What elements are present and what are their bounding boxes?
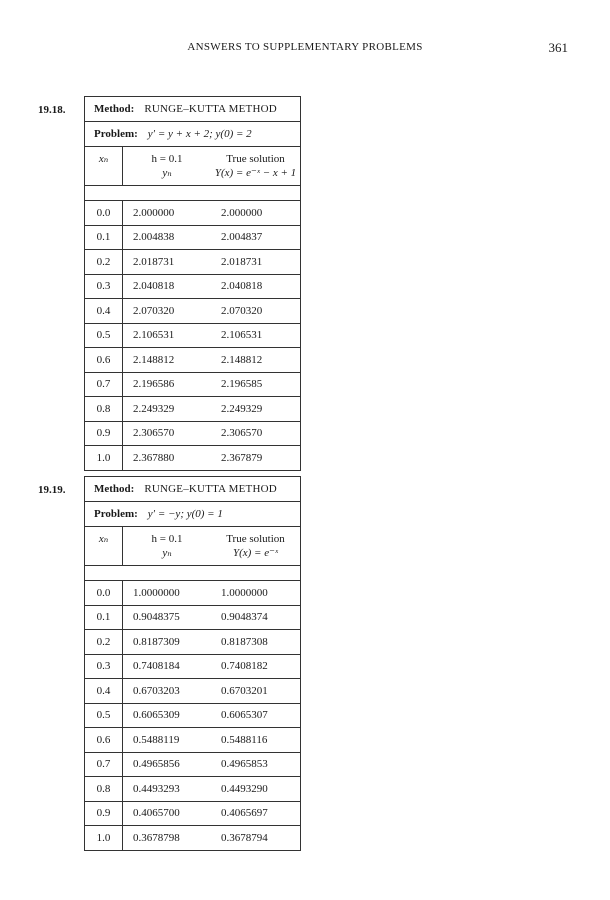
y-approx-value: 0.4965856 — [133, 758, 180, 771]
y-approx-value: 2.106531 — [133, 329, 175, 342]
true-value: 2.249329 — [221, 402, 263, 415]
x-value: 0.8 — [85, 397, 123, 421]
table-row — [85, 422, 300, 447]
true-value: 0.4065697 — [221, 807, 268, 820]
y-approx-value: 2.000000 — [133, 206, 175, 219]
spacer-row — [85, 186, 300, 201]
y-approx-value: 0.3678798 — [133, 831, 180, 844]
y-approx-value: 0.4065700 — [133, 807, 180, 820]
x-value: 0.1 — [85, 226, 123, 250]
table-row — [85, 826, 300, 850]
table-row — [85, 299, 300, 324]
y-approx-value: 0.6065309 — [133, 709, 180, 722]
x-value: 0.3 — [85, 275, 123, 299]
page-header — [0, 41, 610, 57]
table-row — [85, 275, 300, 300]
true-value: 2.070320 — [221, 304, 263, 317]
y-approx-value: 2.367880 — [133, 451, 175, 464]
y-approx-value: 0.9048375 — [133, 611, 180, 624]
true-value: 2.004837 — [221, 231, 263, 244]
problem-label: Problem: — [94, 128, 138, 140]
table-row — [85, 630, 300, 655]
table-row — [85, 226, 300, 251]
table-row — [85, 250, 300, 275]
true-value: 0.8187308 — [221, 635, 268, 648]
problem-row — [85, 122, 300, 147]
method-label: Method: — [94, 483, 135, 495]
true-value: 2.018731 — [221, 255, 263, 268]
table-row — [85, 802, 300, 827]
results-table — [84, 96, 301, 471]
problem-number: 19.18. — [38, 104, 66, 116]
problem-label: Problem: — [94, 508, 138, 520]
problem-equation: y′ = −y; y(0) = 1 — [147, 508, 223, 520]
true-value: 2.148812 — [221, 353, 263, 366]
true-value: 0.5488116 — [221, 733, 268, 746]
x-value: 1.0 — [85, 826, 123, 850]
col-h-header — [123, 147, 211, 185]
table-row — [85, 373, 300, 398]
x-value: 0.8 — [85, 777, 123, 801]
true-value: 2.106531 — [221, 329, 263, 342]
true-solution-label: True solution — [226, 533, 285, 545]
y-approx-value: 2.004838 — [133, 231, 175, 244]
col-true-header — [211, 527, 300, 565]
x-value: 0.0 — [85, 581, 123, 605]
table-body — [85, 581, 300, 850]
true-value: 0.3678794 — [221, 831, 268, 844]
x-value: 0.1 — [85, 606, 123, 630]
y-approx-value: 0.8187309 — [133, 635, 180, 648]
x-value: 0.4 — [85, 679, 123, 703]
x-value: 0.4 — [85, 299, 123, 323]
col-true-header — [211, 147, 300, 185]
true-value: 2.000000 — [221, 206, 263, 219]
y-approx-value: 2.040818 — [133, 280, 175, 293]
table-row — [85, 679, 300, 704]
table-row — [85, 201, 300, 226]
x-value: 0.9 — [85, 422, 123, 446]
true-value: 0.4965853 — [221, 758, 268, 771]
table-row — [85, 753, 300, 778]
true-solution-label: True solution — [226, 153, 285, 165]
table-row — [85, 777, 300, 802]
method-name: RUNGE–KUTTA METHOD — [144, 483, 277, 495]
table-row — [85, 446, 300, 470]
column-header-row — [85, 527, 300, 566]
x-value: 0.7 — [85, 373, 123, 397]
x-value: 0.7 — [85, 753, 123, 777]
table-row — [85, 324, 300, 349]
x-value: 0.6 — [85, 728, 123, 752]
x-value: 0.2 — [85, 630, 123, 654]
y-approx-value: 2.070320 — [133, 304, 175, 317]
true-value: 0.9048374 — [221, 611, 268, 624]
problem-row — [85, 502, 300, 527]
y-approx-value: 0.5488119 — [133, 733, 180, 746]
x-value: 1.0 — [85, 446, 123, 470]
true-value: 0.4493290 — [221, 782, 268, 795]
true-value: 2.306570 — [221, 427, 263, 440]
true-value: 2.196585 — [221, 378, 263, 391]
true-solution-formula: Y(x) = e⁻ˣ — [232, 547, 279, 559]
y-approx-value: 1.0000000 — [133, 586, 180, 599]
method-row — [85, 97, 300, 122]
x-value: 0.5 — [85, 704, 123, 728]
y-approx-value: 2.306570 — [133, 427, 175, 440]
true-value: 0.7408182 — [221, 660, 268, 673]
page-number: 361 — [548, 40, 568, 55]
step-size-label: h = 0.1 — [151, 533, 183, 545]
results-table — [84, 476, 301, 851]
col-h-header — [123, 527, 211, 565]
true-value: 1.0000000 — [221, 586, 268, 599]
x-value: 0.0 — [85, 201, 123, 225]
column-header-row — [85, 147, 300, 186]
spacer-row — [85, 566, 300, 581]
col-y-label: yₙ — [162, 547, 172, 559]
table-row — [85, 704, 300, 729]
step-size-label: h = 0.1 — [151, 153, 183, 165]
method-label: Method: — [94, 103, 135, 115]
y-approx-value: 2.249329 — [133, 402, 175, 415]
method-row — [85, 477, 300, 502]
table-row — [85, 728, 300, 753]
y-approx-value: 0.7408184 — [133, 660, 180, 673]
x-value: 0.3 — [85, 655, 123, 679]
table-row — [85, 606, 300, 631]
x-value: 0.6 — [85, 348, 123, 372]
problem-equation: y′ = y + x + 2; y(0) = 2 — [147, 128, 252, 140]
problem-number: 19.19. — [38, 484, 66, 496]
x-value: 0.9 — [85, 802, 123, 826]
col-x-header: xₙ — [85, 527, 123, 565]
table-body — [85, 201, 300, 470]
true-value: 0.6703201 — [221, 684, 268, 697]
x-value: 0.2 — [85, 250, 123, 274]
method-name: RUNGE–KUTTA METHOD — [144, 103, 277, 115]
table-row — [85, 655, 300, 680]
col-x-header: xₙ — [85, 147, 123, 185]
y-approx-value: 2.148812 — [133, 353, 175, 366]
y-approx-value: 2.196586 — [133, 378, 175, 391]
y-approx-value: 2.018731 — [133, 255, 175, 268]
y-approx-value: 0.6703203 — [133, 684, 180, 697]
table-row — [85, 348, 300, 373]
x-value: 0.5 — [85, 324, 123, 348]
true-value: 2.040818 — [221, 280, 263, 293]
y-approx-value: 0.4493293 — [133, 782, 180, 795]
running-title: ANSWERS TO SUPPLEMENTARY PROBLEMS — [187, 41, 423, 53]
col-y-label: yₙ — [162, 167, 172, 179]
true-value: 2.367879 — [221, 451, 263, 464]
true-value: 0.6065307 — [221, 709, 268, 722]
table-row — [85, 397, 300, 422]
table-row — [85, 581, 300, 606]
true-solution-formula: Y(x) = e⁻ˣ − x + 1 — [214, 167, 297, 179]
